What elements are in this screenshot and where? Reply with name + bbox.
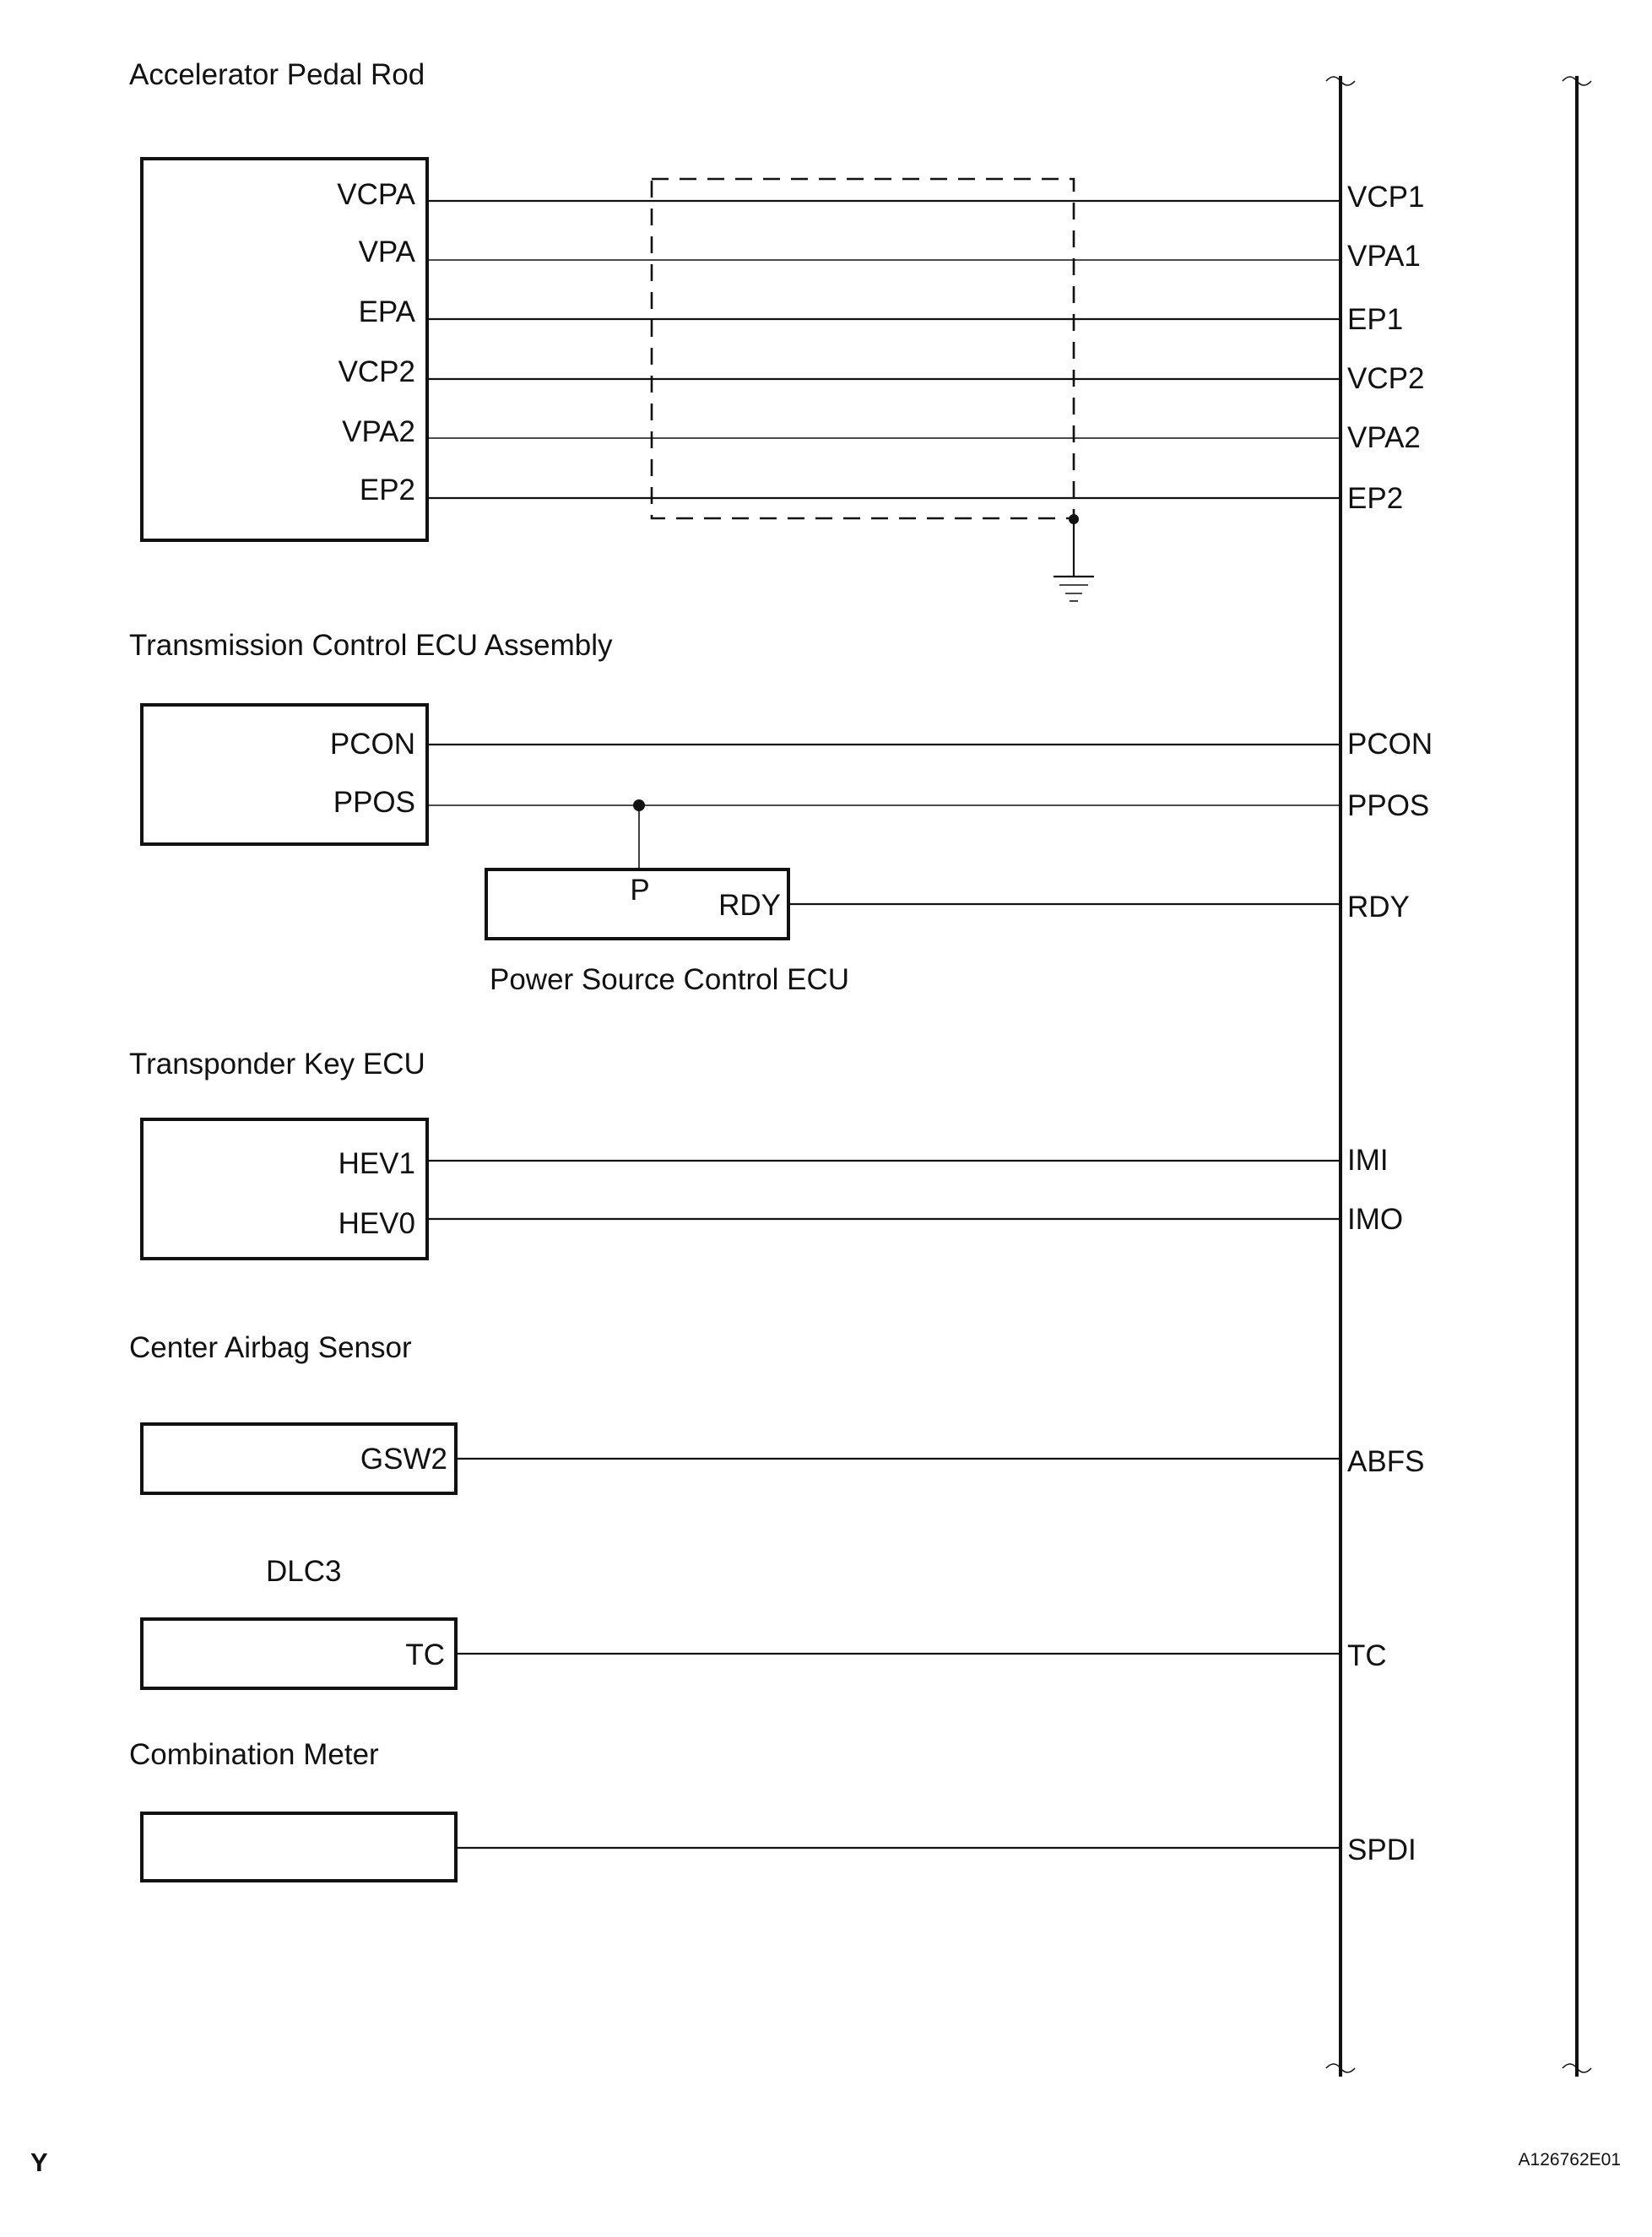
pin-vpa2: VPA2 bbox=[342, 415, 415, 448]
pin-ep2: EP2 bbox=[359, 474, 415, 506]
figure-code: A126762E01 bbox=[1518, 2150, 1621, 2169]
terminal-ep2: EP2 bbox=[1347, 482, 1404, 515]
terminal-vcp2: VCP2 bbox=[1347, 362, 1425, 395]
pin-p: P bbox=[630, 874, 650, 907]
terminal-pcon: PCON bbox=[1347, 728, 1433, 761]
terminal-vcp1: VCP1 bbox=[1347, 181, 1425, 214]
terminal-vpa1: VPA1 bbox=[1347, 240, 1421, 273]
dlc3-title: DLC3 bbox=[266, 1555, 342, 1588]
meter-box bbox=[142, 1813, 456, 1881]
terminal-ep1: EP1 bbox=[1347, 303, 1404, 336]
terminal-vpa2: VPA2 bbox=[1347, 421, 1421, 454]
shield-outline bbox=[652, 179, 1074, 518]
terminal-ppos: PPOS bbox=[1347, 789, 1430, 822]
pin-tc: TC bbox=[405, 1638, 445, 1671]
pin-pcon: PCON bbox=[329, 728, 415, 761]
transponder-title: Transponder Key ECU bbox=[129, 1048, 425, 1081]
pin-hev0: HEV0 bbox=[338, 1207, 415, 1240]
ground-symbol bbox=[1053, 514, 1094, 601]
accelerator-wires bbox=[427, 201, 1341, 498]
pin-vcpa: VCPA bbox=[337, 178, 415, 211]
pin-epa: EPA bbox=[358, 295, 415, 328]
meter-title: Combination Meter bbox=[129, 1738, 379, 1771]
transmission-title: Transmission Control ECU Assembly bbox=[129, 629, 613, 662]
pin-hev1: HEV1 bbox=[338, 1147, 415, 1180]
terminal-imo: IMO bbox=[1347, 1203, 1404, 1236]
accelerator-title: Accelerator Pedal Rod bbox=[129, 58, 425, 91]
terminal-tc: TC bbox=[1347, 1639, 1387, 1672]
terminal-spdi: SPDI bbox=[1347, 1833, 1416, 1866]
pin-vpa: VPA bbox=[358, 236, 415, 268]
pin-vcp2: VCP2 bbox=[338, 355, 415, 388]
pin-gsw2: GSW2 bbox=[360, 1443, 447, 1476]
airbag-title: Center Airbag Sensor bbox=[129, 1331, 412, 1364]
footer-left-mark: Y bbox=[30, 2148, 48, 2177]
transmission-box bbox=[142, 705, 427, 844]
terminal-abfs: ABFS bbox=[1347, 1445, 1425, 1478]
pin-ppos: PPOS bbox=[333, 786, 415, 819]
terminal-rdy: RDY bbox=[1347, 891, 1410, 924]
terminal-imi: IMI bbox=[1347, 1144, 1389, 1177]
power-source-title: Power Source Control ECU bbox=[490, 963, 849, 996]
pin-rdy: RDY bbox=[718, 889, 781, 922]
ecu-bus-right bbox=[1563, 76, 1591, 2077]
